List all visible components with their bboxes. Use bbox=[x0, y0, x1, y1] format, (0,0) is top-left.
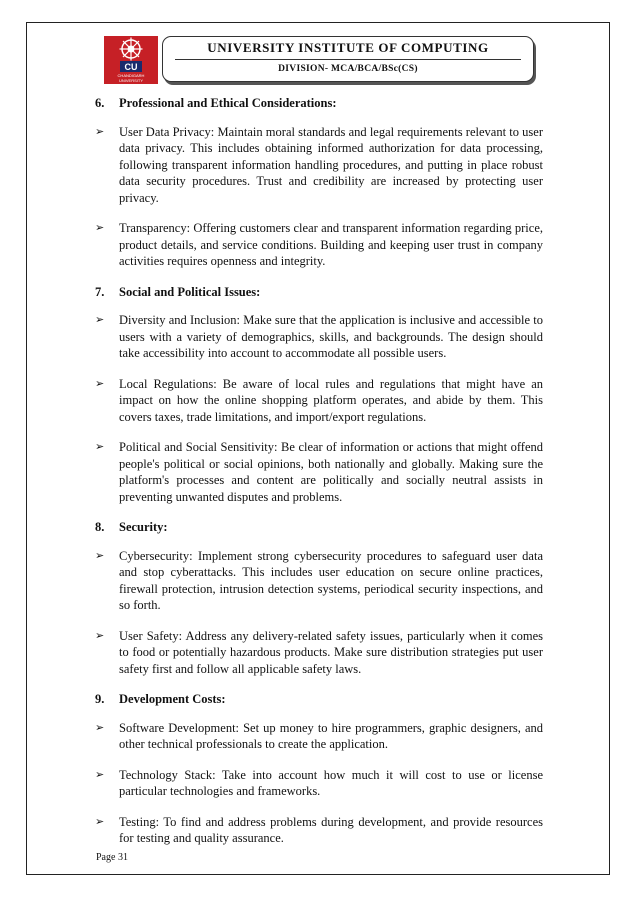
arrow-bullet-icon: ➢ bbox=[95, 628, 105, 642]
document-body bbox=[95, 95, 543, 861]
section-title: Social and Political Issues: bbox=[119, 284, 261, 299]
bullet-item bbox=[95, 124, 543, 207]
bullet-item bbox=[95, 628, 543, 678]
bullet-text: User Safety: Address any delivery-related safety issues, particularly when it comes to food or potentially hazardous products. Make sure distribution strategies put user safety first and follow all applicable safety laws. bbox=[119, 628, 543, 676]
division-name: DIVISION- MCA/BCA/BSc(CS) bbox=[278, 64, 418, 74]
page-header bbox=[104, 36, 534, 84]
arrow-bullet-icon: ➢ bbox=[95, 124, 105, 138]
arrow-bullet-icon: ➢ bbox=[95, 221, 105, 234]
section-number: 6. bbox=[95, 96, 105, 110]
bullet-text: Political and Social Sensitivity: Be clear of information or actions that might offend people's political or social opinions, both nationally and globally. Making sure the platform's processes and content are politically and socially neutral assists in preventing unwanted disputes and problems. bbox=[119, 440, 543, 504]
arrow-bullet-icon: ➢ bbox=[95, 720, 105, 734]
logo-text: CU bbox=[124, 62, 138, 72]
bullet-text: Transparency: Offering customers clear and transparent information regarding price, product details, and service conditions. Building and keeping user trust in company activities requires openness and integrity. bbox=[119, 221, 543, 268]
header-divider bbox=[175, 59, 521, 60]
arrow-bullet-icon: ➢ bbox=[95, 814, 105, 828]
university-logo bbox=[104, 36, 158, 84]
bullet-item bbox=[95, 548, 543, 614]
section-title: Professional and Ethical Considerations: bbox=[119, 96, 337, 110]
svg-text:CHANDIGARH: CHANDIGARH bbox=[117, 73, 145, 78]
bullet-item bbox=[95, 312, 543, 362]
section-heading bbox=[95, 95, 543, 112]
bullet-text: User Data Privacy: Maintain moral standards and legal requirements relevant to user data privacy. This includes obtaining informed authorization for data processing, following transparent information handling procedures, and putting in place robust data security procedures. Trust and credibility are increased by protecting user privacy. bbox=[119, 124, 543, 205]
arrow-bullet-icon: ➢ bbox=[95, 767, 105, 781]
bullet-item bbox=[95, 376, 543, 426]
bullet-item bbox=[95, 720, 543, 753]
bullet-text: Software Development: Set up money to hire programmers, graphic designers, and other technical professionals to create the application. bbox=[119, 720, 543, 751]
page-number: Page 31 bbox=[96, 852, 128, 863]
svg-text:UNIVERSITY: UNIVERSITY bbox=[118, 78, 144, 83]
section-number: 7. bbox=[95, 284, 105, 299]
header-title-box bbox=[162, 36, 534, 82]
bullet-item bbox=[95, 220, 543, 270]
section-number: 9. bbox=[95, 692, 105, 706]
arrow-bullet-icon: ➢ bbox=[95, 376, 105, 390]
section-heading bbox=[95, 691, 543, 708]
bullet-text: Testing: To find and address problems during development, and provide resources for testing and quality assurance. bbox=[119, 814, 543, 845]
section-heading bbox=[95, 284, 543, 301]
bullet-text: Cybersecurity: Implement strong cybersecurity procedures to safeguard user data and stop cyberattacks. This includes user education on secure online practices, firewall protection, intrusion detection systems, periodical security inspections, and so forth. bbox=[119, 548, 543, 612]
section-number: 8. bbox=[95, 520, 105, 534]
section-heading bbox=[95, 519, 543, 536]
section-title: Development Costs: bbox=[119, 692, 226, 706]
bullet-item bbox=[95, 767, 543, 800]
arrow-bullet-icon: ➢ bbox=[95, 548, 105, 562]
arrow-bullet-icon: ➢ bbox=[95, 313, 105, 326]
bullet-item bbox=[95, 439, 543, 505]
institute-name: UNIVERSITY INSTITUTE OF COMPUTING bbox=[207, 40, 489, 55]
arrow-bullet-icon: ➢ bbox=[95, 440, 105, 453]
bullet-item bbox=[95, 814, 543, 847]
section-title: Security: bbox=[119, 520, 168, 534]
bullet-text: Technology Stack: Take into account how much it will cost to use or license particular technologies and frameworks. bbox=[119, 767, 543, 798]
bullet-text: Local Regulations: Be aware of local rules and regulations that might have an impact on how the online shopping platform operates, and abide by them. This covers taxes, trade limitations, and import/export regulations. bbox=[119, 376, 543, 424]
bullet-text: Diversity and Inclusion: Make sure that the application is inclusive and accessible to users with a variety of demographics, skills, and backgrounds. The design should take accessibility into account to accommodate all possible users. bbox=[119, 313, 543, 360]
university-logo-graphic bbox=[104, 36, 158, 84]
